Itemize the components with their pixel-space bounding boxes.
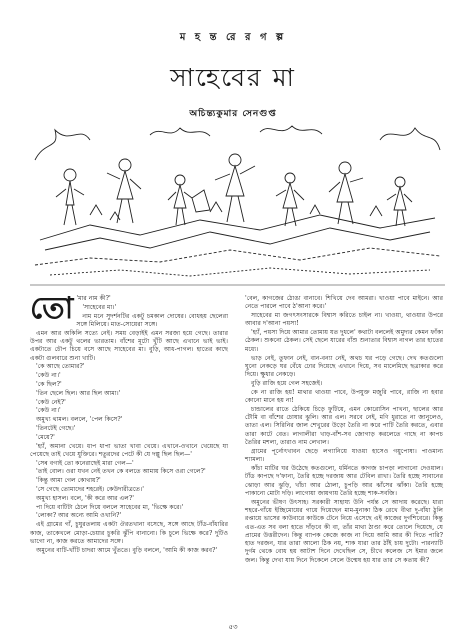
paragraph: 'কেউ না।' (36, 372, 61, 380)
paragraph: 'সে গেছে তোমাদের শহরেই। কেউদারীত্রতে।' (36, 486, 144, 494)
drop-cap: তো (30, 291, 74, 326)
paragraph: 'হ্যাঁ, অমানা খেয়ে। ধাপ ধাপা ভাতা খাবা খেয়ে। এখানে-ওখানে খেয়েছে যা পেয়েছে তাই খেয়ে যুক্তিরে। শতুরদের পেটে কী যে দল্পু ছিল ছিল—' (30, 442, 228, 458)
paragraph: 'কেউ না।' (36, 407, 61, 415)
paragraph: 'তিন ছেলে ছিল। আর ছিল আমা।' (36, 389, 121, 397)
paragraph: চান্ডালের রাতে ঠেকিয়ে চিড়ে ফুটিয়ে, এমন কোরোসিন পাখনা, ছালের আর টৌমি বা বাঁশের চোষার ঝুলি। আর এল। সরবে নেই, মণি ধুরাতে না জানুলেও, তাতা এল। সিরিনির জাল শেখুরের উড়ো তৈরি না করে পাটি তৈরি করতে, এবার তারা কাটে বেত। লাগালীরা খাড়-বাঁশ-সব জোগাড় করলেতে গাছে না কাপচ তৈরির মশলা, তারাও নাম লেখাল। (245, 405, 443, 447)
paragraph: 'লোকা? আর অন্যে আমি ওখানি?' (36, 512, 122, 520)
paragraph: 'কেউ নেই?' (36, 398, 66, 406)
left-text-column (30, 291, 228, 555)
paragraph: অমুখ্য হাসল। বলে, 'কী করে আর এল?' (36, 494, 134, 502)
paragraph: 'কে আছে তোমার?' (36, 363, 85, 371)
story-title: সাহেবের মা (170, 63, 296, 92)
paragraph: 'সেৰ বগাই তো কনেরাছেই মারা গেল—' (36, 459, 134, 467)
paragraph-text: 'মার নাম কী?' (76, 295, 111, 302)
paragraph: অমুখ্য থামল। বললে, 'পেল কিসে?' (36, 416, 123, 424)
paragraph: 'বেল, কাগজের ঠোঙা বানাবে। শিখিয়ে দেব আমরা। খাওয়া পাবে মাইনে। আর নেতে পারলে পাবে ঠ'আনা করে।' (245, 295, 443, 311)
paragraph: অমুনের ভীষণ উৎসাহ। সরকারী সাহায্য উনি পর্যন্ত সে আদায় করেছে। ধারা শহরে-গাঁয়ে ইচ্ছিমোয়ের গায়ে দিয়েছেন মাম-মুনাকা ঠিক রেখে বীথা দু-বাঁধা ঠুলি রপ্তায়ে ভাসের কাউবারে কাউকে টেনে নিয়ে এসেছে এই কাজের দুর্গশিবেরে। কিন্তু এত-এত সব বলা হাতে দাঁড়বে কী বা, তাঁর মাথা ঠাণ্ডা করে তোলে দিয়েছে, যে প্রামের উত্তরীদেন। কিন্তু ব্যাপক কেজে কাজ না দিয়ে আমি আর কী দিতে পারি? হাত দরজন, যার তারা আলো ঠিক নয়, শাক যারা তার ঠাঁই চায় দুটো। পারন্যাটি দুর্গম থেকে বোধ হয় আটাশ দিনে দেখেছিল সে, চীখে কলেজ সে ইমার জলে জল। কিন্তু দেখা যায় দিনে দিকেলে সেলে উন্মেষ হয় যার তার সে কতায় কী? (245, 498, 443, 564)
story-illustration (30, 120, 445, 290)
series-heading: ম হ ন্ত রে র গ ল্প (179, 32, 287, 43)
paragraph: এই গ্রামের গাঁ, চুঘুরতলায় একটা ঔরতখানা বসেছে, সঙ্গে আছে টাঁড-বাঁধারির কাজ, তাকেখলে মোড়া-চেয়ার চুকরি ঝুঁপি বানানো। কি চুলে ভিক্ষে করে? দুটিও ভাগো না, কাজ করতে আমাদের সঙ্গে। (30, 521, 228, 545)
paragraph: 'হ্যাঁ, পয়সা দিয়ে আমার তোমায় যত দুধলে' কথাটা বললেই অমুদ্যর কেমন ফাঁকা ঠেকল। শুকনো ঠেকল। সেই ছেলে যারের বাঁশু শুন্যতার বিশ্বাস নাগল তার হাতের মধ্যে। (245, 329, 443, 353)
paragraph: 'কে ছিল?' (36, 380, 62, 388)
paragraph: বুড়ি রাজি হয়ে গেল সহজেই। (251, 379, 323, 387)
paragraph: অমুনের বাটি-খাঁটি চাদরা আমে খুঁততে। বুড়ি বললে, 'আমি কী কাজ করব?' (36, 546, 218, 554)
right-text-column (245, 295, 443, 566)
paragraph: কে না রাজি হয়! মাথার থাওয়া পাবে, উপযুক্ত মজুরি পাবে, রাজি না হবার কোনো মানে হয় না! (245, 388, 443, 405)
paragraph: সাহেবের মা জগৎসংসারকে বিশ্বাস করিতে চাইল না। খাওয়া, থাওয়ার উপরে আবার দ'আনা পয়সা! (245, 312, 443, 328)
paragraph: 'কিন্তু আমা গেল কোথায়?' (36, 477, 101, 485)
author-name: অচিন্ত্যকুমার সেনগুপ্ত (189, 109, 277, 119)
paragraph: ভাড় নেই, তুফান নেই, বান-বন্যা নেই, অথচ ঘর পড়ে গেছে। দেখ কতগুলো ঘুনো নেকড়ে ঘর বেঁধে ঢোর দিয়েছে এখানে দিয়ে, সব মালেমিছে ছত্রাকার করে দিয়ে। ক্ষুধার নেকড়ে। (245, 354, 443, 379)
paragraph: 'তিনটেই গেছে।' (36, 424, 76, 432)
paragraph: কাঁচা মাটির ঘর উঠেছে কতগুলো, ধর্মিনতে কাগজ চাপড়া লাগানো দেওয়াল। টাঁড কাপছে দ'ফানা, তৈরি হচ্ছে দরজায় আর টেবিল রাখা। তৈরি হচ্ছে সাবানের ঝোড়া আর ঝুড়ি, খাঁচা আর ঠোলা, চুপড়ি আর ঝাঁসের ঝাঁকা। তৈরি হচ্ছে পাকানো মোটা দড়ি। লাগোয়া জায়গায় তৈরি হচ্ছে শাক-সবজি। (245, 464, 443, 497)
paragraph: গ্রামের পূর্নোৎখাবন ছেড়ে লগ্যানিয়ে যাওয়া হাসেও গয়ুপোষ্য। পাওমান্য শ্যামলা। (245, 447, 443, 464)
paragraph: পা দিয়ে বাটিটা ঠেলে দিয়ে বললে সাহেবের মা, 'ভিক্ষে করে।' (36, 503, 184, 511)
paragraph: এমন আর অকিলি সত্যে নেই। সময় বেড়াইই এমন সরজা হয়ে গেছে। তারার উপর আর একটু থলের ভারতাম। বাঁশের মূটো খুঁটি আছে এখানে ভাই ভাই। একটাতে চৌপ চিয়ে বসে আছে সাহেবের মা। বুড়ি, আধ-পাগল। হাতের কাছে একটা গুলবারে শুনা খাটি। (30, 329, 228, 362)
paragraph: নাম মনে সুদর্শনটির একটু চমকাল দোষের। বোধহয় ছেলেরা সঙ্গে মিলিয়ে। মাত-সোয়েরা সঙ্গে। (76, 312, 228, 328)
paragraph: 'সাহেবের মা।' (82, 303, 117, 311)
paragraph: 'মেয়ে?' (36, 433, 55, 441)
paragraph: 'তাই বোল। ওরা যখন নেই তখন কে বলতে আমায় কিসে ওরা গেলে?' (36, 468, 206, 476)
page-number: ৫৩ (228, 623, 238, 631)
